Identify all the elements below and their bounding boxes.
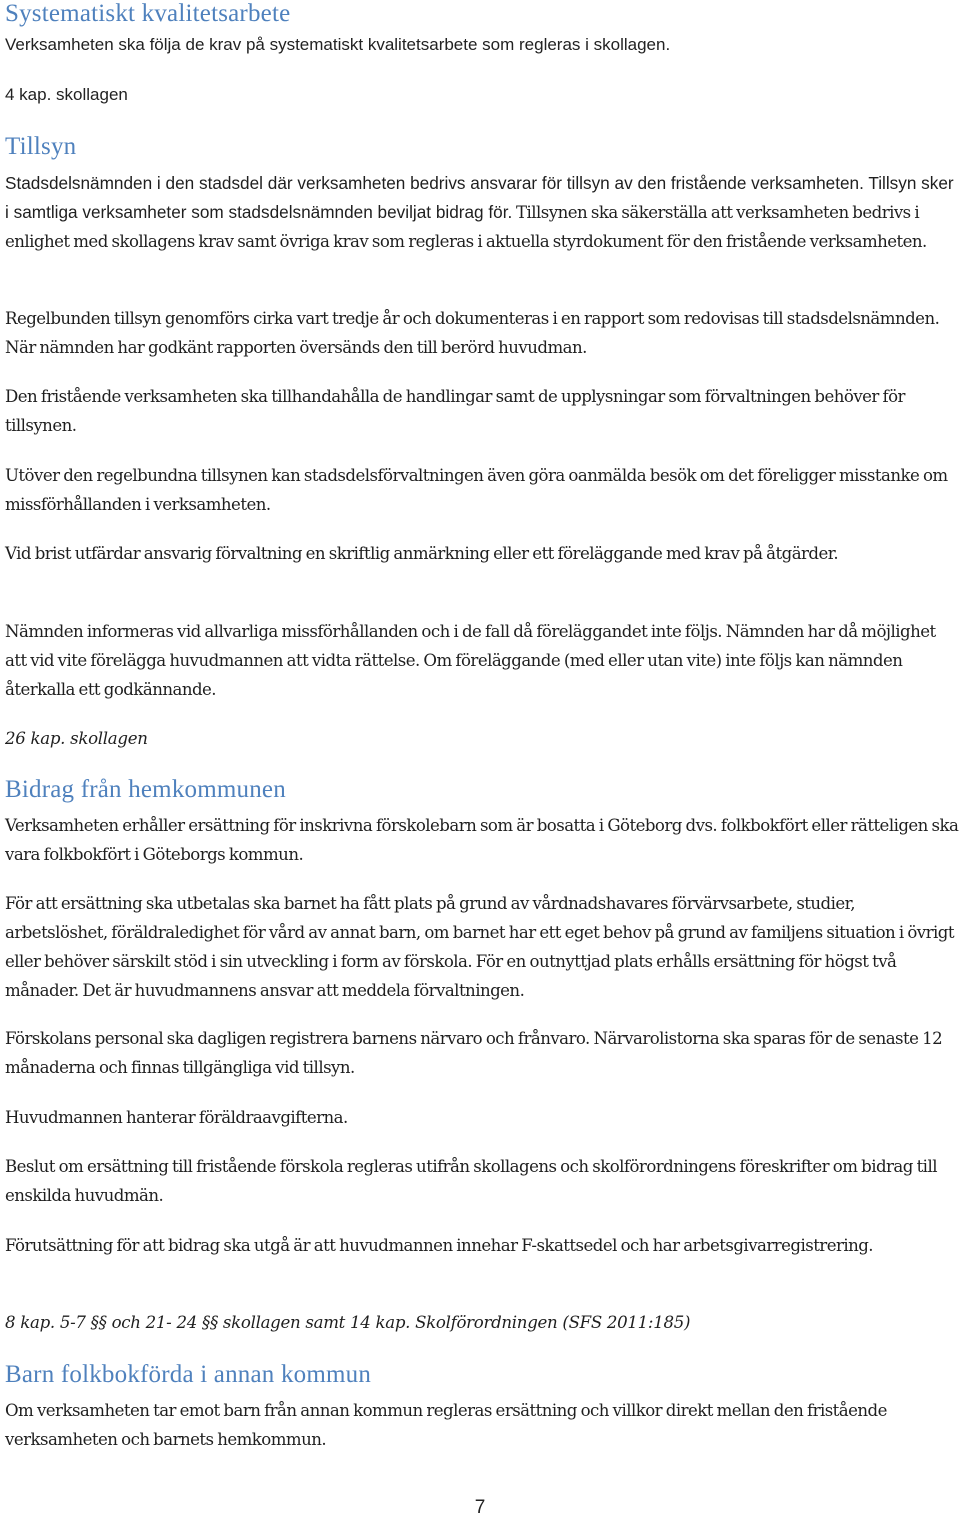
tillsyn-p6: Nämnden informeras vid allvarliga missförhållanden och i de fall då föreläggandet inte följs. Nämnden har då möjlighet att vid vite förelägga huvudmannen att vidta rättelse. Om föreläggande (med eller utan vite) inte följs kan nämnden återkalla ett godkännande. [5,622,936,699]
section-bidrag [5,776,960,804]
tillsyn-p5: Vid brist utfärdar ansvarig förvaltning en skriftlig anmärkning eller ett föreläggande med krav på åtgärder. [5,544,839,563]
bidrag-p4: Huvudmannen hanterar föräldraavgifterna. [5,1108,348,1127]
tillsyn-paragraph-5 [5,539,960,568]
tillsyn-p1 [5,169,960,256]
tillsyn-paragraph-2 [5,304,960,362]
annan-kommun-p1: Om verksamheten tar emot barn från annan kommun regleras ersättning och villkor direkt mellan den fristående verksamheten och barnets hemkommun. [5,1401,887,1449]
tillsyn-reference-block [5,724,960,753]
kvalitet-text: Verksamheten ska följa de krav på systematiskt kvalitetsarbete som regleras i skollagen. [5,35,671,54]
bidrag-paragraph-4 [5,1103,960,1132]
section-annan-kommun [5,1361,960,1389]
bidrag-p3: Förskolans personal ska dagligen registrera barnens närvaro och frånvaro. Närvarolistorna ska sparas för de senaste 12 månaderna och finnas tillgängliga vid tillsyn. [5,1029,943,1077]
bidrag-p6: Förutsättning för att bidrag ska utgå är att huvudmannen innehar F-skattsedel och har arbetsgivarregistrering. [5,1236,874,1255]
tillsyn-p3: Den fristående verksamheten ska tillhandahålla de handlingar samt de upplysningar som förvaltningen behöver för tillsynen. [5,387,905,435]
tillsyn-paragraph-6 [5,617,960,704]
bidrag-p2: För att ersättning ska utbetalas ska barnet ha fått plats på grund av vårdnadshavares förvärvsarbete, studier, arbetslöshet, föräldraledighet för vård av annat barn, om barnet har ett eget behov på grund av familjens situation i övrigt eller behöver särskilt stöd i sin utveckling i form av förskola. För en outnyttjad plats erhålls ersättning för högst två månader. Det är huvudmannens ansvar att meddela förvaltningen. [5,894,954,1000]
heading-kvalitetsarbete: Systematiskt kvalitetsarbete [5,0,291,27]
bidrag-paragraph-5 [5,1152,960,1210]
annan-kommun-paragraph-1 [5,1396,960,1454]
bidrag-reference-block [5,1308,960,1337]
bidrag-paragraph-6 [5,1231,960,1260]
section-kvalitetsarbete [5,0,960,109]
kvalitet-reference: 4 kap. skollagen [5,85,128,104]
tillsyn-paragraph-1 [5,169,960,256]
heading-tillsyn: Tillsyn [5,133,77,160]
tillsyn-reference: 26 kap. skollagen [5,729,148,748]
page-number: 7 [474,1497,486,1518]
tillsyn-p1-serif: Tillsynen ska säkerställa att verksamheten bedrivs i enlighet med skollagens krav samt övriga krav som regleras i aktuella styrdokument för den fristående verksamheten. [5,203,927,251]
heading-bidrag: Bidrag från hemkommunen [5,776,286,803]
tillsyn-paragraph-3 [5,382,960,440]
bidrag-paragraph-2 [5,889,960,1005]
bidrag-paragraph-1 [5,811,960,869]
section-tillsyn [5,133,960,161]
tillsyn-p1-sans: Stadsdelsnämnden i den stadsdel där verksamheten bedrivs ansvarar för tillsyn av den fristående verksamheten. Tillsyn sker i samtliga verksamheter som stadsdelsnämnden beviljat bidrag för. [5,173,954,222]
bidrag-paragraph-3 [5,1024,960,1082]
bidrag-reference: 8 kap. 5-7 §§ och 21- 24 §§ skollagen samt 14 kap. Skolförordningen (SFS 2011:185) [5,1313,691,1332]
tillsyn-p4: Utöver den regelbundna tillsynen kan stadsdelsförvaltningen även göra oanmälda besök om det föreligger misstanke om missförhållanden i verksamheten. [5,466,948,514]
bidrag-p5: Beslut om ersättning till fristående förskola regleras utifrån skollagens och skolförordningens föreskrifter om bidrag till enskilda huvudmän. [5,1157,937,1205]
bidrag-p1: Verksamheten erhåller ersättning för inskrivna förskolebarn som är bosatta i Göteborg dvs. folkbokfört eller rätteligen ska vara folkbokfört i Göteborgs kommun. [5,816,959,864]
heading-annan-kommun: Barn folkbokförda i annan kommun [5,1361,372,1388]
tillsyn-paragraph-4 [5,461,960,519]
tillsyn-p2: Regelbunden tillsyn genomförs cirka vart tredje år och dokumenteras i en rapport som redovisas till stadsdelsnämnden. När nämnden har godkänt rapporten översänds den till berörd huvudman. [5,309,940,357]
